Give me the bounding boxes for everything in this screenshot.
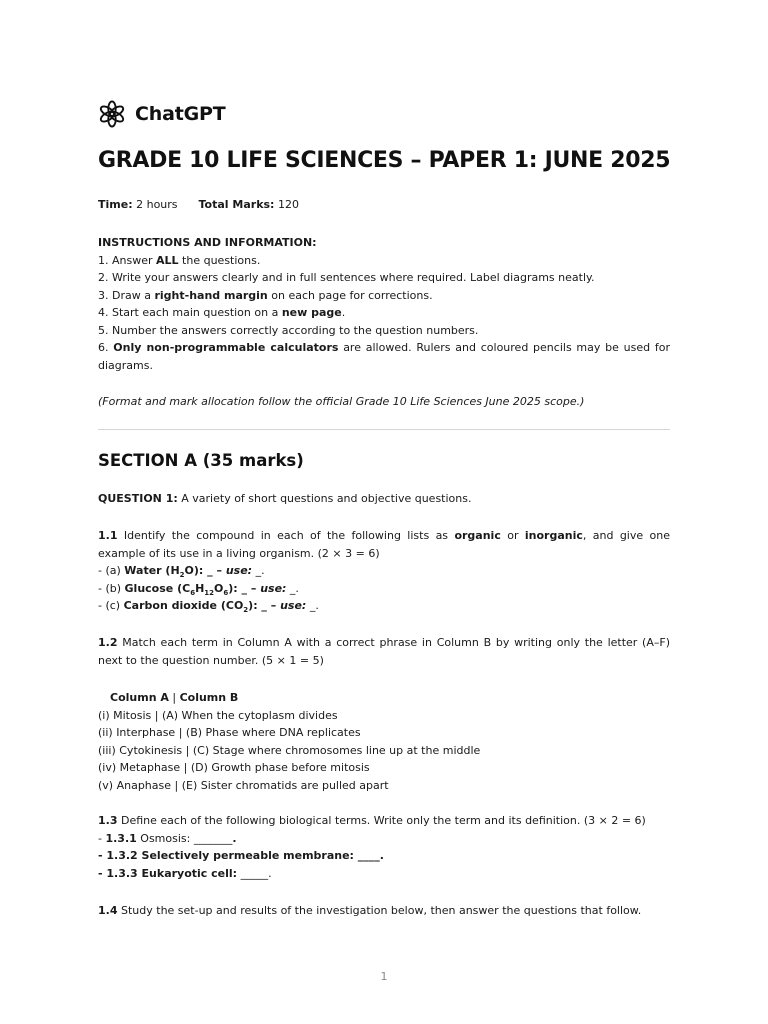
question-1-1-c: - (c) Carbon dioxide $(CO_2)$: _ – use: _. — [98, 599, 319, 615]
time-label: Time: — [98, 198, 133, 211]
matching-table — [98, 689, 670, 794]
format-note: (Format and mark allocation follow the official Grade 10 Life Sciences June 2025 scope.) — [98, 395, 585, 408]
question-1-1 — [98, 527, 670, 615]
instruction-6: 6. Only non-programmable calculators are allowed. Rulers and coloured pencils may be used for diagrams. — [98, 341, 670, 372]
marks-label: Total Marks: — [198, 198, 275, 211]
question-1-3-2: - 1.3.2 Selectively permeable membrane: ____. — [98, 849, 384, 862]
instruction-4: 4. Start each main question on a new page. — [98, 306, 346, 319]
section-a-heading: SECTION A (35 marks) — [98, 451, 304, 470]
brand-name: ChatGPT — [135, 103, 226, 125]
question-1-3-3: - 1.3.3 Eukaryotic cell: _____. — [98, 866, 272, 880]
question-1-1-a: - (a) Water $(H_2O)$: _ – use: _. — [98, 564, 265, 580]
matching-row: (i) Mitosis | (A) When the cytoplasm divides — [98, 708, 338, 722]
instructions-heading: INSTRUCTIONS AND INFORMATION: — [98, 236, 317, 249]
question-1-3-stem: 1.3 Define each of the following biological terms. Write only the term and its definition. (3 × 2 = 6) — [98, 814, 646, 827]
question-1: QUESTION 1: A variety of short questions and objective questions. — [98, 492, 472, 505]
openai-logo-icon — [98, 100, 126, 128]
time-value: 2 hours — [136, 198, 178, 211]
matching-row: (iv) Metaphase | (D) Growth phase before mitosis — [98, 761, 370, 774]
matching-row: (ii) Interphase | (B) Phase where DNA replicates — [98, 726, 361, 739]
question-1-1-stem: 1.1 Identify the compound in each of the following lists as organic or inorganic, and give one example of its use in a living organism. (2 × 3 = 6) — [98, 529, 670, 560]
instruction-3: 3. Draw a right-hand margin on each page for corrections. — [98, 288, 433, 302]
brand-logo — [98, 100, 225, 128]
instruction-1: 1. Answer ALL the questions. — [98, 253, 261, 267]
question-1-3 — [98, 812, 670, 882]
exam-meta — [98, 196, 670, 214]
question-1-2: 1.2 Match each term in Column A with a correct phrase in Column B by writing only the letter (A–F) next to the question number. (5 × 1 = 5) — [98, 636, 670, 667]
document-title: GRADE 10 LIFE SCIENCES – PAPER 1: JUNE 2025 — [98, 148, 671, 173]
instruction-5: 5. Number the answers correctly according to the question numbers. — [98, 323, 479, 337]
instructions — [98, 234, 670, 374]
instruction-2: 2. Write your answers clearly and in full sentences where required. Label diagrams neatly. — [98, 271, 595, 284]
question-1-4: 1.4 Study the set-up and results of the investigation below, then answer the questions that follow. — [98, 904, 642, 917]
matching-row: (iii) Cytokinesis | (C) Stage where chromosomes line up at the middle — [98, 743, 481, 757]
question-1-3-1: - 1.3.1 Osmosis: _______. — [98, 831, 237, 845]
matching-table-header: Column A | Column B — [110, 691, 239, 704]
page-number: 1 — [380, 970, 388, 983]
section-divider — [98, 429, 670, 430]
question-1-1-b: - (b) Glucose $(C_6H_{12}O_6)$: _ – use: _. — [98, 581, 299, 597]
marks-value: 120 — [277, 198, 299, 211]
matching-row: (v) Anaphase | (E) Sister chromatids are pulled apart — [98, 778, 389, 792]
